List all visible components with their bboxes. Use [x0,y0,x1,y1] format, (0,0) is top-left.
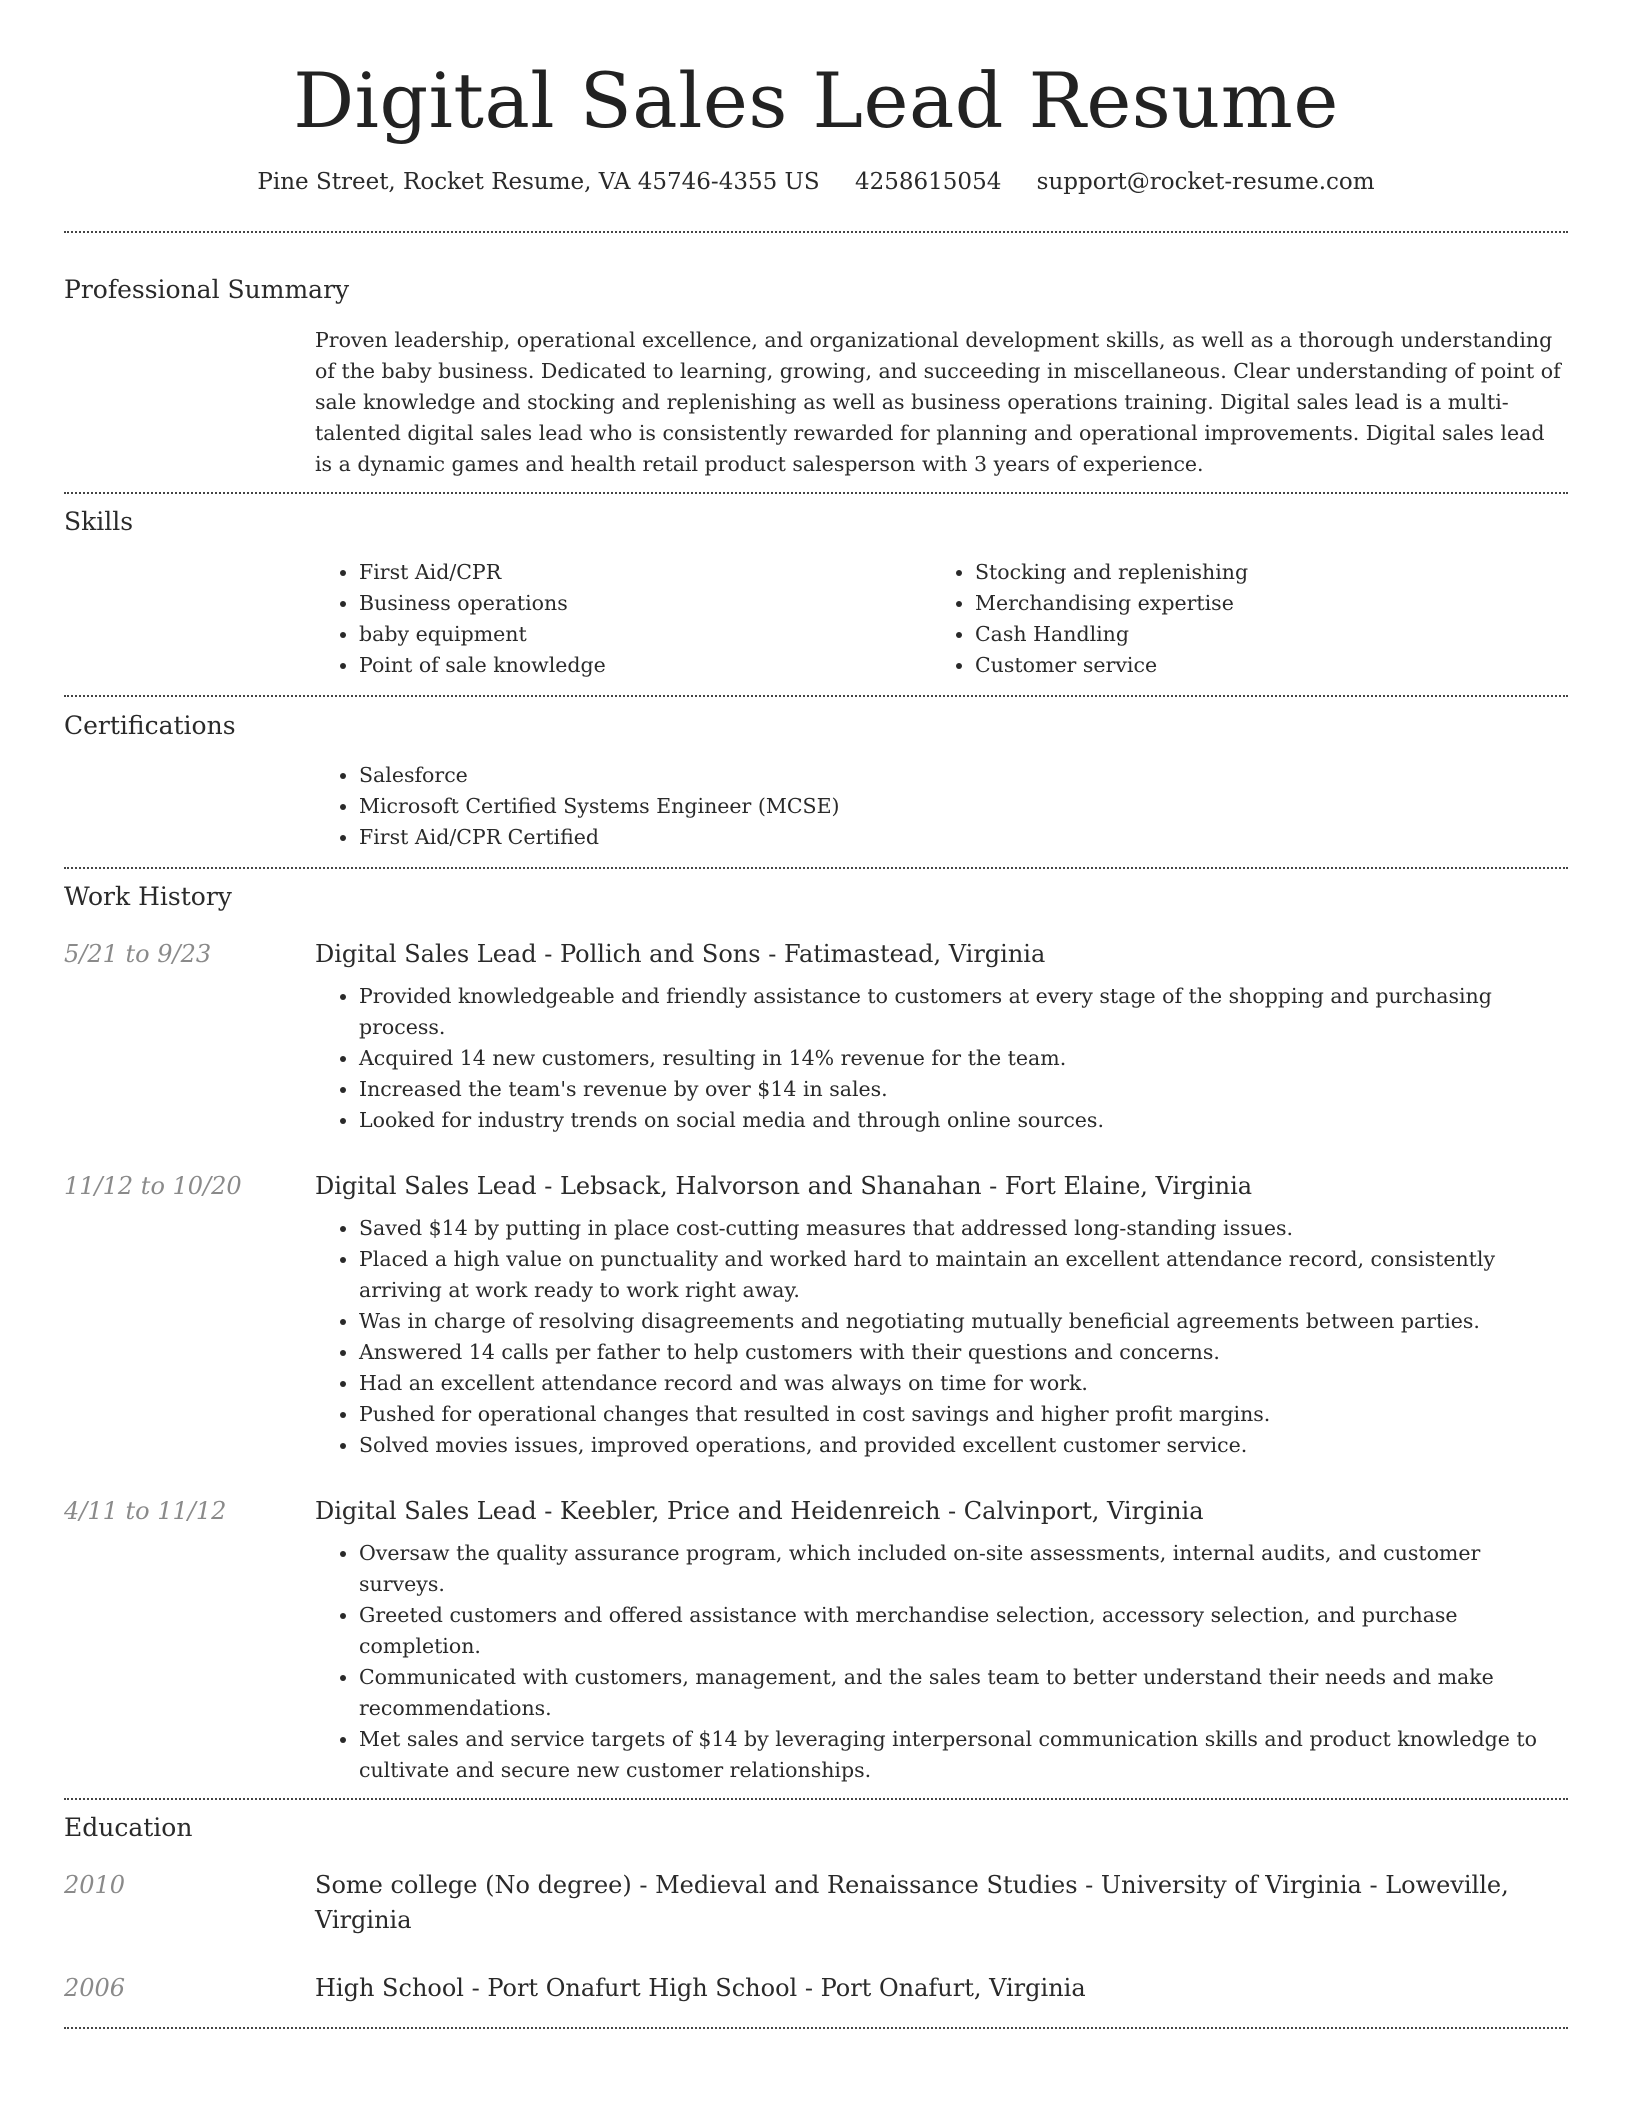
certifications-list [315,760,1568,853]
summary-section [64,233,1568,480]
list-item: • Point of sale knowledge [359,650,931,681]
certifications-heading: Certifications [64,711,236,740]
list-item: • First Aid/CPR Certified [359,822,1568,853]
contact-email: support@rocket-resume.com [1036,169,1375,195]
list-item: • Business operations [359,588,931,619]
list-item: • Saved $14 by putting in place cost-cutting measures that addressed long-standing issues. [359,1213,1568,1244]
job-entry [64,1169,1568,1461]
work-section [64,869,1568,1786]
list-item: • Cash Handling [975,619,1547,650]
skills-content [315,557,1568,681]
skills-list-left [315,557,931,681]
list-item: • Looked for industry trends on social media and through online sources. [359,1105,1568,1136]
list-item: • Communicated with customers, management, and the sales team to better understand their needs and make recommendations. [359,1662,1568,1724]
list-item: • Solved movies issues, improved operations, and provided excellent customer service. [359,1430,1568,1461]
work-heading: Work History [64,882,232,911]
job-entry [64,1494,1568,1786]
list-item: • Increased the team's revenue by over $14 in sales. [359,1074,1568,1105]
contact-phone: 4258615054 [855,169,1002,195]
education-section [64,1800,1568,2006]
education-title: Some college (No degree) - Medieval and Renaissance Studies - University of Virginia - Loweville, Virginia [315,1871,1509,1934]
list-item: • Greeted customers and offered assistance with merchandise selection, accessory selection, and purchase completion. [359,1600,1568,1662]
job-dates: 11/12 to 10/20 [64,1172,242,1200]
job-title: Digital Sales Lead - Lebsack, Halvorson and Shanahan - Fort Elaine, Virginia [315,1172,1253,1200]
job-bullets [315,1538,1568,1786]
list-item: • Oversaw the quality assurance program, which included on-site assessments, internal audits, and customer surveys. [359,1538,1568,1600]
job-dates: 5/21 to 9/23 [64,940,212,968]
list-item: • Placed a high value on punctuality and worked hard to maintain an excellent attendance record, consistently arriving at work ready to work right away. [359,1244,1568,1306]
list-item: • Had an excellent attendance record and was always on time for work. [359,1368,1568,1399]
resume-page [64,0,1568,2029]
job-entry [64,937,1568,1136]
skills-heading: Skills [64,507,134,536]
list-item: • First Aid/CPR [359,557,931,588]
contact-line [64,166,1568,198]
education-title: High School - Port Onafurt High School - Port Onafurt, Virginia [315,1974,1086,2002]
job-title: Digital Sales Lead - Keebler, Price and Heidenreich - Calvinport, Virginia [315,1497,1204,1525]
list-item: • Provided knowledgeable and friendly assistance to customers at every stage of the shopping and purchasing process. [359,981,1568,1043]
contact-address: Pine Street, Rocket Resume, VA 45746-4355 US [257,169,820,195]
resume-title: Digital Sales Lead Resume [293,56,1339,145]
education-year: 2010 [64,1871,126,1899]
list-item: • Stocking and replenishing [975,557,1547,588]
job-bullets [315,1213,1568,1461]
summary-heading: Professional Summary [64,275,350,304]
list-item: • Pushed for operational changes that resulted in cost savings and higher profit margins. [359,1399,1568,1430]
list-item: • Was in charge of resolving disagreements and negotiating mutually beneficial agreements between parties. [359,1306,1568,1337]
list-item: • Customer service [975,650,1547,681]
skills-section [64,494,1568,681]
job-bullets [315,981,1568,1136]
education-entry [64,1971,1568,2006]
skills-list-right [931,557,1547,681]
list-item: • Salesforce [359,760,1568,791]
list-item: • baby equipment [359,619,931,650]
divider [64,2027,1568,2029]
job-title: Digital Sales Lead - Pollich and Sons - Fatimastead, Virginia [315,940,1046,968]
summary-content [315,325,1568,480]
list-item: • Acquired 14 new customers, resulting in 14% revenue for the team. [359,1043,1568,1074]
list-item: • Microsoft Certified Systems Engineer (MCSE) [359,791,1568,822]
summary-text: Proven leadership, operational excellence, and organizational development skills, as well as a thorough understanding of the baby business. Dedicated to learning, growing, and succeeding in miscellaneous. Clear understanding of point of sale knowledge and stocking and replenishing as well as business operations training. Digital sales lead is a multi-talented digital sales lead who is consistently rewarded for planning and operational improvements. Digital sales lead is a dynamic games and health retail product salesperson with 3 years of experience. [315,328,1561,476]
education-year: 2006 [64,1974,126,2002]
list-item: • Met sales and service targets of $14 by leveraging interpersonal communication skills and product knowledge to cultivate and secure new customer relationships. [359,1724,1568,1786]
education-entry [64,1868,1568,1938]
list-item: • Answered 14 calls per father to help customers with their questions and concerns. [359,1337,1568,1368]
certifications-content [315,760,1568,853]
education-heading: Education [64,1813,193,1842]
certifications-section [64,697,1568,853]
list-item: • Merchandising expertise [975,588,1547,619]
job-dates: 4/11 to 11/12 [64,1497,227,1525]
